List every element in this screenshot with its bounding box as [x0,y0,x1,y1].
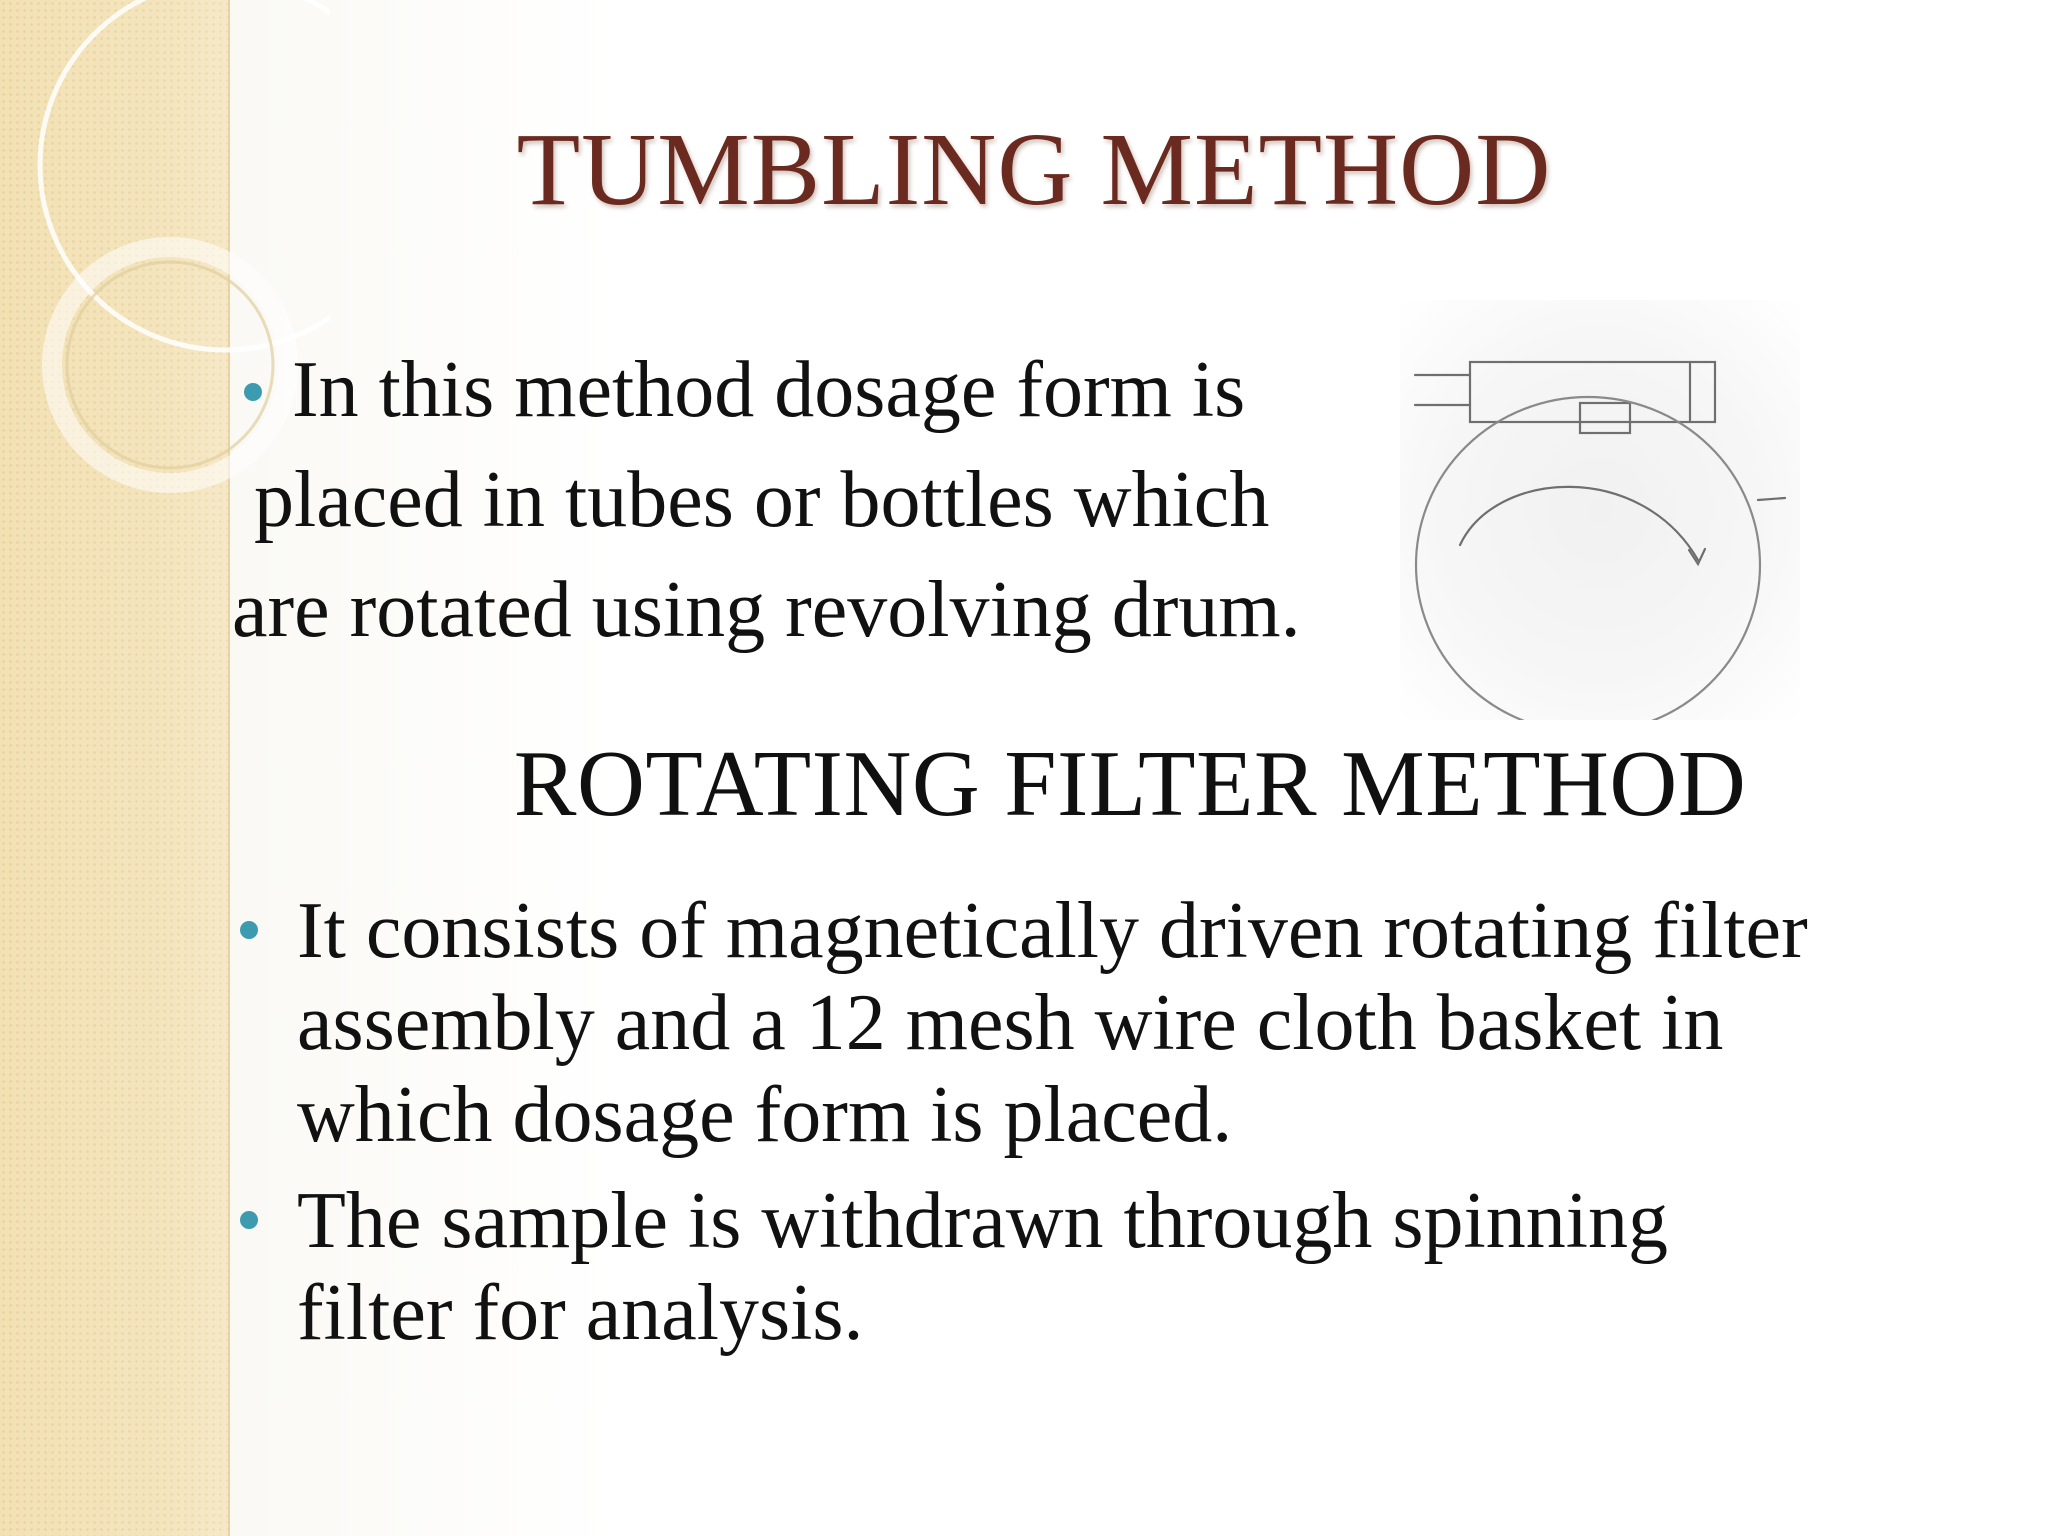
list-item [232,1175,1832,1359]
rotating-drum-figure [1400,300,1800,720]
slide-title: TUMBLING METHOD [516,112,1552,227]
list-item-text: It consists of magnetically driven rotating filter assembly and a 12 mesh wire cloth basket in which dosage form is placed. [297,887,1808,1159]
tumbling-line-3: are rotated using revolving drum. [232,566,1301,654]
bullet-icon [240,1211,258,1229]
list-item [232,885,1832,1161]
section-heading: ROTATING FILTER METHOD [513,732,1747,836]
tumbling-line-1: In this method dosage form is [232,335,1392,445]
tumbling-description [232,335,1392,665]
bullet-icon [240,921,258,939]
rotating-drum-sketch-icon [1400,300,1800,720]
list-item-text: The sample is withdrawn through spinning filter for analysis. [297,1177,1668,1357]
tumbling-line-2: placed in tubes or bottles which [254,456,1270,544]
bullet-icon [244,383,262,401]
bullet-list [232,885,1832,1373]
